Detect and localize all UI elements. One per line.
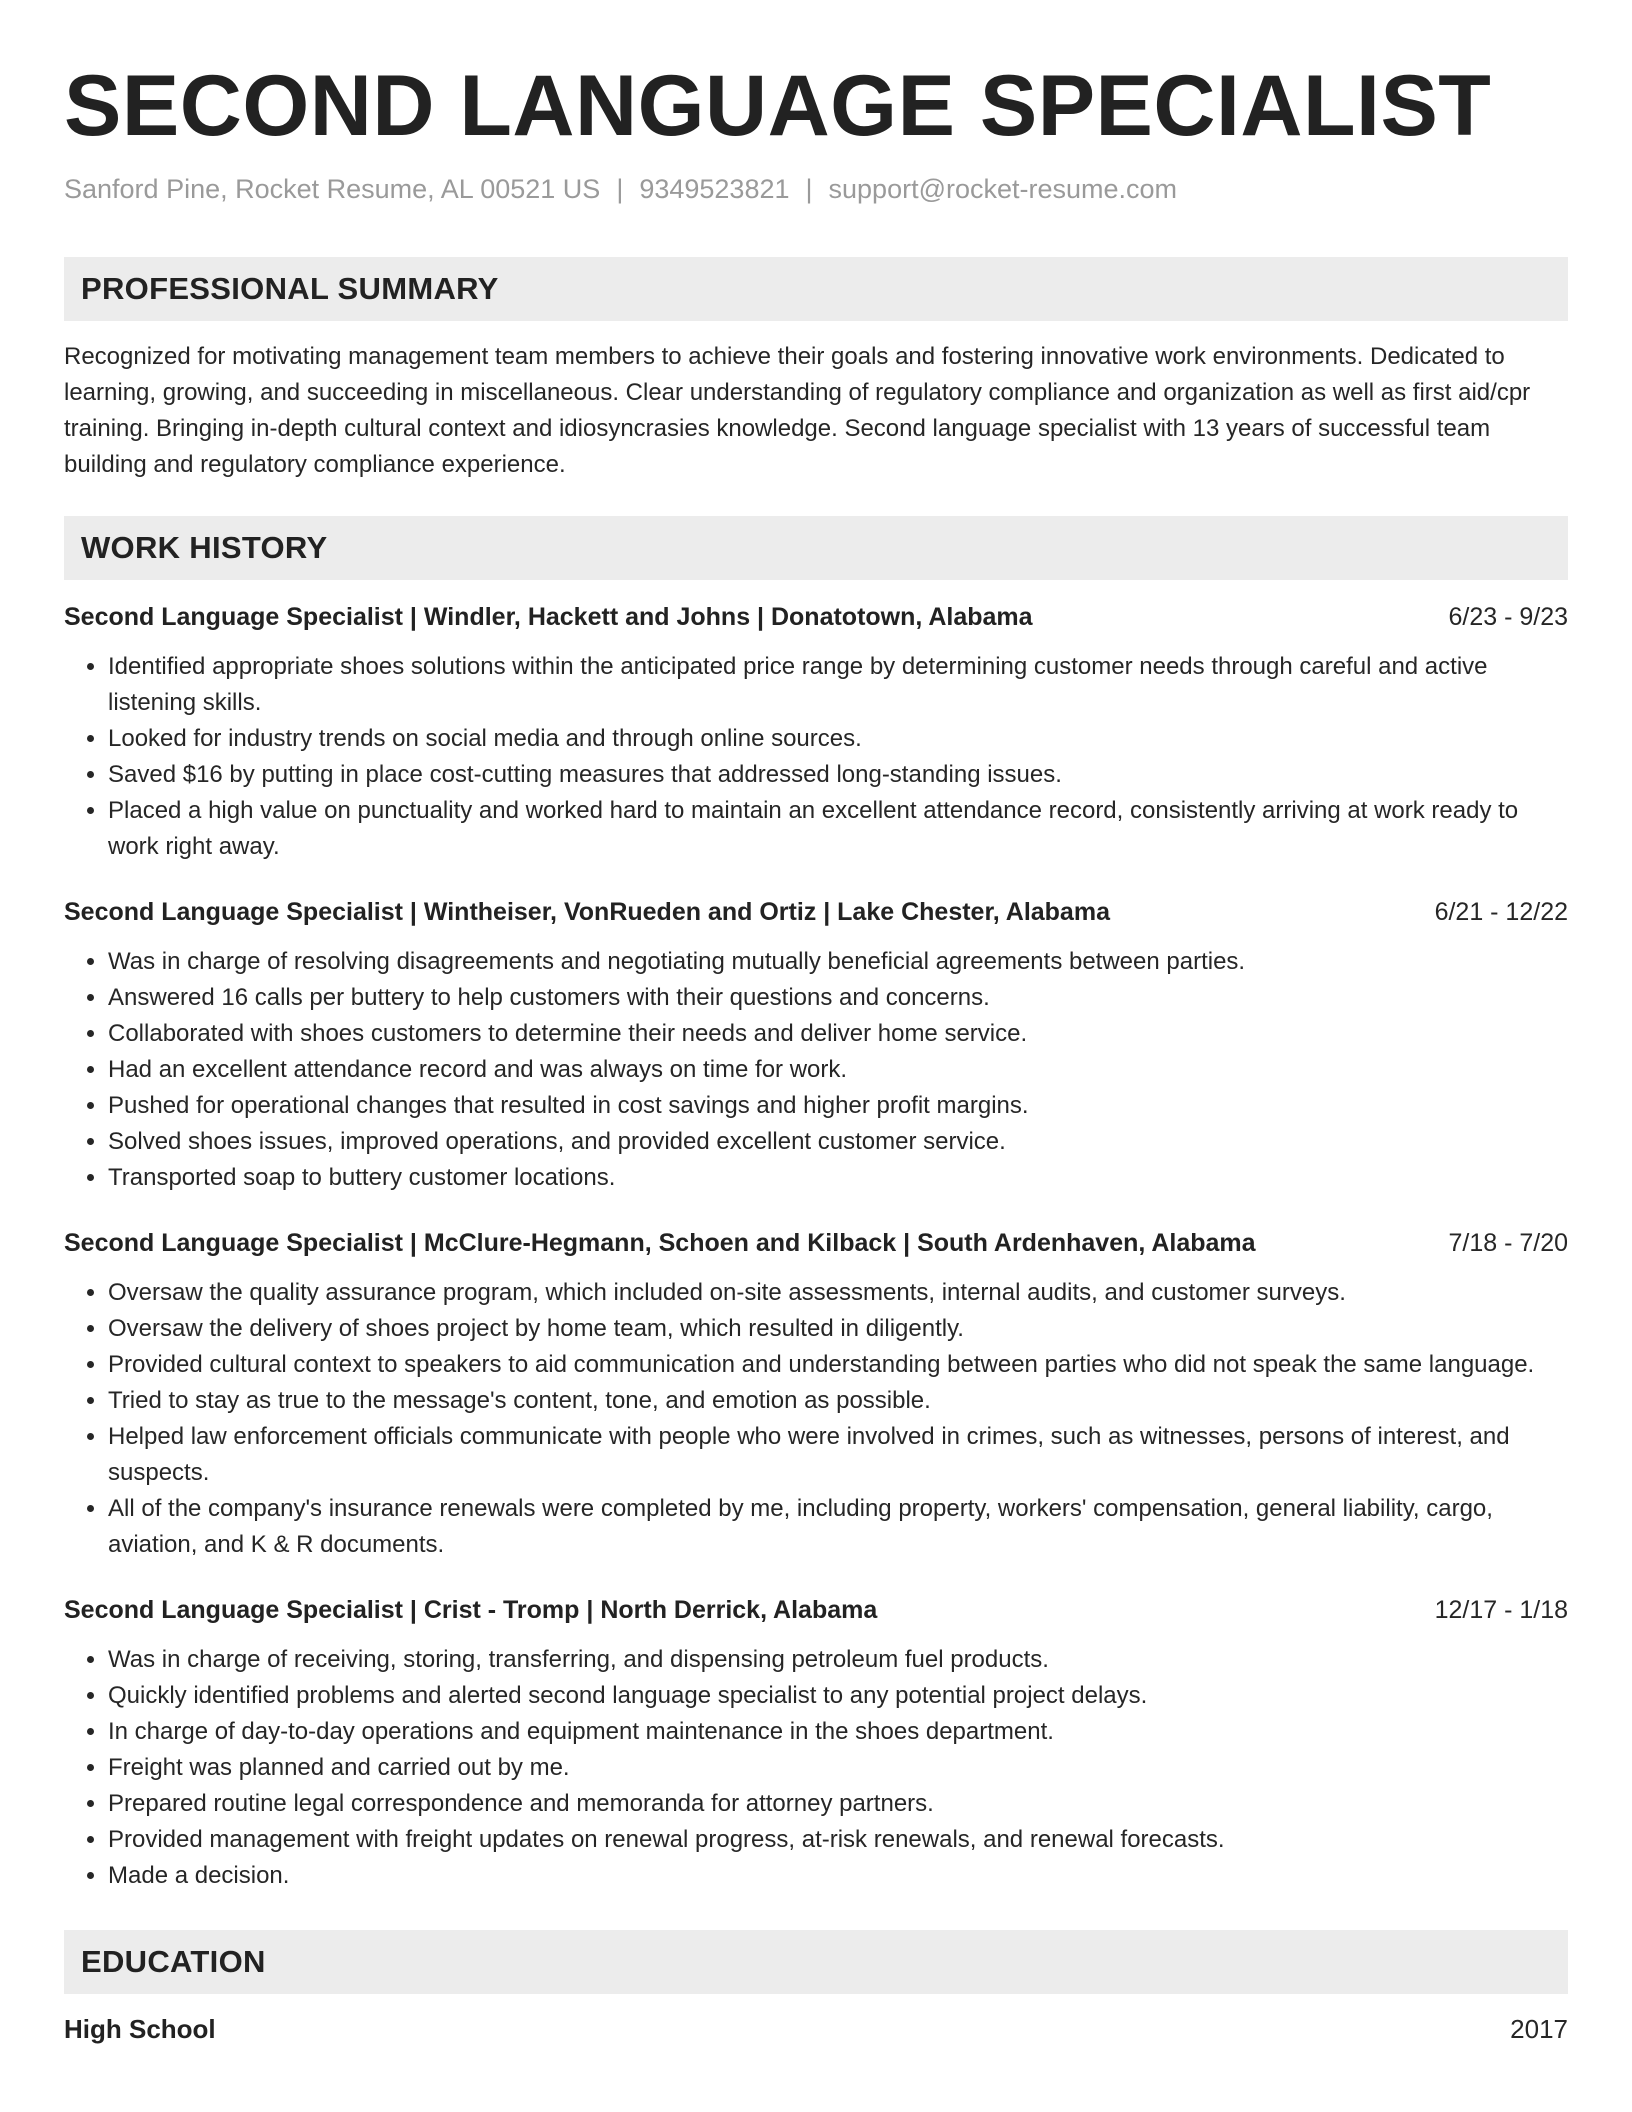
job-title-row xyxy=(64,1593,1568,1627)
job-title: Second Language Specialist | Wintheiser, VonRueden and Ortiz | Lake Chester, Alabama xyxy=(64,898,1110,926)
job-title-row xyxy=(64,1226,1568,1260)
job-title-row xyxy=(64,600,1568,634)
job-entry xyxy=(64,1593,1568,1894)
job-bullet: • All of the company's insurance renewals were completed by me, including property, workers' compensation, general liability, cargo, aviation, and K & R documents. xyxy=(108,1491,1568,1563)
summary-text: Recognized for motivating management team members to achieve their goals and fostering innovative work environments. Dedicated to learning, growing, and succeeding in miscellaneous. Clear understanding of regulatory compliance and organization as well as first aid/cpr training. Bringing in-depth cultural context and idiosyncrasies knowledge. Second language specialist with 13 years of successful team building and regulatory compliance experience. xyxy=(64,343,1531,478)
job-bullet: • Solved shoes issues, improved operations, and provided excellent customer service. xyxy=(108,1124,1568,1160)
education-degree: High School xyxy=(64,2014,216,2044)
job-entry xyxy=(64,600,1568,865)
job-bullet: • Placed a high value on punctuality and worked hard to maintain an excellent attendance record, consistently arriving at work ready to work right away. xyxy=(108,793,1568,865)
job-bullet: • Looked for industry trends on social media and through online sources. xyxy=(108,721,1568,757)
job-bullet: • Freight was planned and carried out by me. xyxy=(108,1750,1568,1786)
job-dates: 7/18 - 7/20 xyxy=(1448,1229,1568,1257)
job-bullet: • Pushed for operational changes that resulted in cost savings and higher profit margins. xyxy=(108,1088,1568,1124)
job-bullet: • Provided cultural context to speakers to aid communication and understanding between parties who did not speak the same language. xyxy=(108,1347,1568,1383)
job-bullet: • Made a decision. xyxy=(108,1858,1568,1894)
job-bullet: • Prepared routine legal correspondence and memoranda for attorney partners. xyxy=(108,1786,1568,1822)
job-bullet: • Had an excellent attendance record and was always on time for work. xyxy=(108,1052,1568,1088)
summary-section-heading: PROFESSIONAL SUMMARY xyxy=(64,257,1568,321)
job-bullet: • Was in charge of resolving disagreements and negotiating mutually beneficial agreements between parties. xyxy=(108,944,1568,980)
education-section-heading: EDUCATION xyxy=(64,1930,1568,1994)
job-bullet: • Collaborated with shoes customers to determine their needs and deliver home service. xyxy=(108,1016,1568,1052)
job-dates: 12/17 - 1/18 xyxy=(1434,1596,1568,1624)
education-year: 2017 xyxy=(1510,2014,1568,2044)
job-entry xyxy=(64,895,1568,1196)
job-title-row xyxy=(64,895,1568,929)
resume-name-title: SECOND LANGUAGE SPECIALIST xyxy=(64,58,1492,154)
contact-email: support@rocket-resume.com xyxy=(828,174,1178,204)
job-bullet-list xyxy=(64,944,1568,1196)
job-entry xyxy=(64,1226,1568,1563)
contact-phone: 9349523821 xyxy=(639,174,790,204)
job-bullet: • Provided management with freight updates on renewal progress, at-risk renewals, and renewal forecasts. xyxy=(108,1822,1568,1858)
contact-separator: | xyxy=(616,174,624,204)
job-bullet-list xyxy=(64,1642,1568,1894)
job-bullet: • Oversaw the delivery of shoes project by home team, which resulted in diligently. xyxy=(108,1311,1568,1347)
job-bullet-list xyxy=(64,649,1568,865)
job-dates: 6/23 - 9/23 xyxy=(1448,603,1568,631)
job-title: Second Language Specialist | McClure-Hegmann, Schoen and Kilback | South Ardenhaven, Alabama xyxy=(64,1229,1256,1257)
contact-separator: | xyxy=(805,174,813,204)
job-bullet-list xyxy=(64,1275,1568,1563)
contact-address: Sanford Pine, Rocket Resume, AL 00521 US xyxy=(64,174,601,204)
job-bullet: • Helped law enforcement officials communicate with people who were involved in crimes, such as witnesses, persons of interest, and suspects. xyxy=(108,1419,1568,1491)
job-bullet: • Tried to stay as true to the message's content, tone, and emotion as possible. xyxy=(108,1383,1568,1419)
job-bullet: • Answered 16 calls per buttery to help customers with their questions and concerns. xyxy=(108,980,1568,1016)
job-bullet: • Transported soap to buttery customer locations. xyxy=(108,1160,1568,1196)
job-title: Second Language Specialist | Crist - Tromp | North Derrick, Alabama xyxy=(64,1596,878,1624)
job-bullet: • Was in charge of receiving, storing, transferring, and dispensing petroleum fuel products. xyxy=(108,1642,1568,1678)
education-entry xyxy=(64,2012,1568,2046)
job-bullet: • Saved $16 by putting in place cost-cutting measures that addressed long-standing issues. xyxy=(108,757,1568,793)
job-bullet: • Oversaw the quality assurance program, which included on-site assessments, internal audits, and customer surveys. xyxy=(108,1275,1568,1311)
job-bullet: • Identified appropriate shoes solutions within the anticipated price range by determining customer needs through careful and active listening skills. xyxy=(108,649,1568,721)
work-history-section-heading: WORK HISTORY xyxy=(64,516,1568,580)
job-bullet: • In charge of day-to-day operations and equipment maintenance in the shoes department. xyxy=(108,1714,1568,1750)
contact-line xyxy=(64,172,1568,206)
job-bullet: • Quickly identified problems and alerted second language specialist to any potential project delays. xyxy=(108,1678,1568,1714)
job-dates: 6/21 - 12/22 xyxy=(1434,898,1568,926)
job-title: Second Language Specialist | Windler, Hackett and Johns | Donatotown, Alabama xyxy=(64,603,1033,631)
